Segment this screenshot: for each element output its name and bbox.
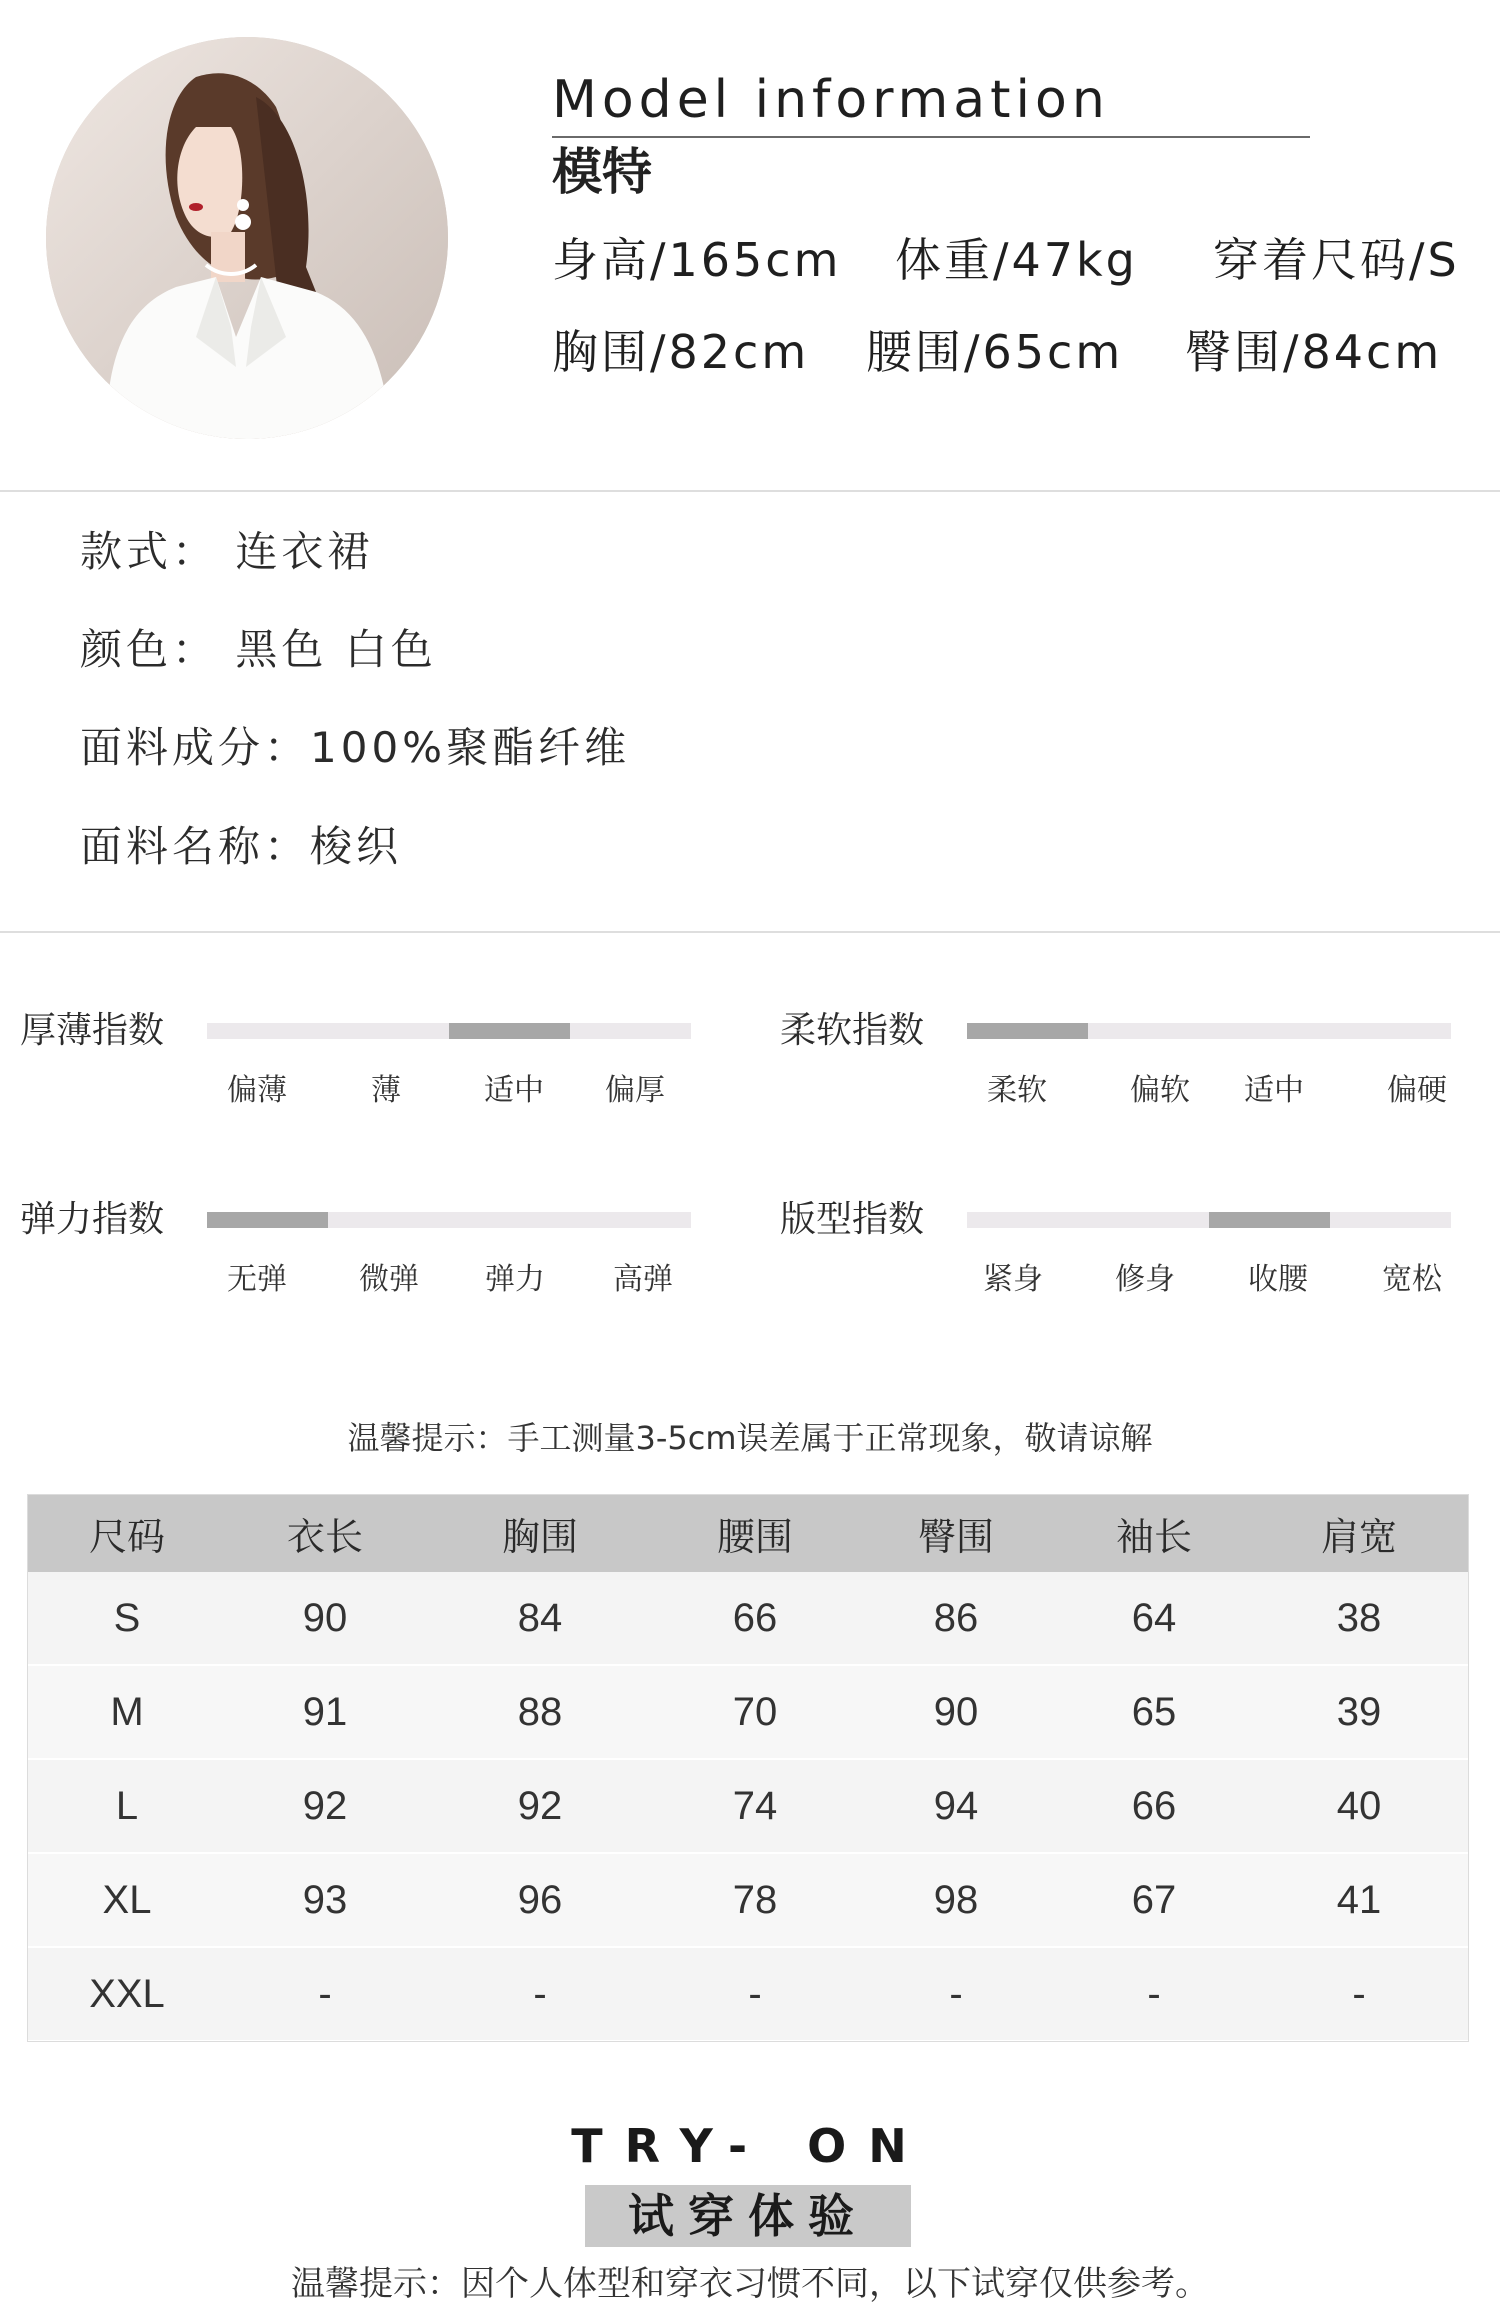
thickness-index-label: 厚薄指数 bbox=[20, 1010, 165, 1051]
model-waist: 腰围/65cm bbox=[866, 325, 1124, 379]
thickness-option: 适中 bbox=[484, 1073, 544, 1108]
tryon-title: TRY- ON bbox=[571, 2119, 929, 2173]
tryon-tip: 温馨提示：因个人体型和穿衣习惯不同，以下试穿仅供参考。 bbox=[291, 2264, 1209, 2304]
table-cell: 39 bbox=[1249, 1665, 1469, 1759]
size-table bbox=[27, 1494, 1469, 2042]
model-bust: 胸围/82cm bbox=[552, 325, 810, 379]
title-underline bbox=[552, 136, 1310, 138]
table-cell: 41 bbox=[1249, 1853, 1469, 1947]
table-cell: 92 bbox=[227, 1759, 423, 1853]
elasticity-option: 无弹 bbox=[227, 1262, 287, 1297]
model-weight: 体重/47kg bbox=[895, 233, 1138, 287]
col-header-shoulder: 肩宽 bbox=[1249, 1494, 1469, 1572]
model-size: 穿着尺码/S bbox=[1213, 233, 1460, 287]
table-row bbox=[27, 1572, 1469, 1665]
elasticity-option: 弹力 bbox=[485, 1262, 545, 1297]
softness-option: 偏软 bbox=[1130, 1073, 1190, 1108]
table-cell: S bbox=[27, 1572, 227, 1665]
table-cell: 67 bbox=[1059, 1853, 1249, 1947]
table-cell: 98 bbox=[853, 1853, 1059, 1947]
elasticity-index-fill bbox=[207, 1212, 328, 1228]
table-cell: 96 bbox=[423, 1853, 657, 1947]
table-row bbox=[27, 1853, 1469, 1947]
table-cell: 94 bbox=[853, 1759, 1059, 1853]
table-cell: 38 bbox=[1249, 1572, 1469, 1665]
col-header-sleeve: 袖长 bbox=[1059, 1494, 1249, 1572]
model-photo bbox=[46, 37, 448, 439]
model-info-title: Model information bbox=[552, 70, 1110, 130]
table-cell: 66 bbox=[1059, 1759, 1249, 1853]
table-row bbox=[27, 1665, 1469, 1759]
table-cell: 65 bbox=[1059, 1665, 1249, 1759]
table-cell: 70 bbox=[657, 1665, 853, 1759]
fit-index-track bbox=[967, 1212, 1451, 1228]
table-cell: 90 bbox=[227, 1572, 423, 1665]
softness-index-fill bbox=[967, 1023, 1088, 1039]
table-cell: XXL bbox=[27, 1947, 227, 2041]
col-header-length: 衣长 bbox=[227, 1494, 423, 1572]
table-cell: 90 bbox=[853, 1665, 1059, 1759]
thickness-option: 偏薄 bbox=[227, 1073, 287, 1108]
model-info-title-cn: 模特 bbox=[552, 143, 652, 201]
table-header-row bbox=[27, 1494, 1469, 1572]
table-cell: - bbox=[853, 1947, 1059, 2041]
measurement-tip: 温馨提示：手工测量3-5cm误差属于正常现象，敬请谅解 bbox=[347, 1419, 1153, 1457]
thickness-index-track bbox=[207, 1023, 691, 1039]
table-row bbox=[27, 1759, 1469, 1853]
product-color: 颜色： 黑色 白色 bbox=[80, 625, 437, 674]
thickness-option: 薄 bbox=[371, 1073, 401, 1108]
table-cell: XL bbox=[27, 1853, 227, 1947]
product-fabric-composition: 面料成分：100%聚酯纤维 bbox=[80, 723, 631, 772]
section-divider bbox=[0, 490, 1500, 492]
table-row bbox=[27, 1947, 1469, 2041]
table-cell: - bbox=[657, 1947, 853, 2041]
table-cell: 74 bbox=[657, 1759, 853, 1853]
model-photo-illustration bbox=[46, 37, 448, 439]
col-header-waist: 腰围 bbox=[657, 1494, 853, 1572]
fit-index-fill bbox=[1209, 1212, 1330, 1228]
col-header-hip: 臀围 bbox=[853, 1494, 1059, 1572]
table-cell: - bbox=[227, 1947, 423, 2041]
table-cell: 93 bbox=[227, 1853, 423, 1947]
table-cell: 64 bbox=[1059, 1572, 1249, 1665]
model-hip: 臀围/84cm bbox=[1185, 325, 1443, 379]
table-cell: 92 bbox=[423, 1759, 657, 1853]
fit-index-label: 版型指数 bbox=[780, 1199, 925, 1240]
elasticity-option: 微弹 bbox=[359, 1262, 419, 1297]
fit-option: 紧身 bbox=[983, 1262, 1043, 1297]
col-header-bust: 胸围 bbox=[423, 1494, 657, 1572]
table-cell: 84 bbox=[423, 1572, 657, 1665]
elasticity-index-label: 弹力指数 bbox=[20, 1199, 165, 1240]
tryon-title-cn: 试穿体验 bbox=[628, 2189, 868, 2243]
product-style: 款式： 连衣裙 bbox=[80, 527, 374, 576]
softness-index-track bbox=[967, 1023, 1451, 1039]
model-height: 身高/165cm bbox=[552, 233, 842, 287]
fit-option: 修身 bbox=[1115, 1262, 1175, 1297]
table-cell: 91 bbox=[227, 1665, 423, 1759]
fit-option: 宽松 bbox=[1382, 1262, 1442, 1297]
product-fabric-name: 面料名称：梭织 bbox=[80, 822, 403, 871]
table-cell: - bbox=[1059, 1947, 1249, 2041]
table-cell: 40 bbox=[1249, 1759, 1469, 1853]
table-cell: 86 bbox=[853, 1572, 1059, 1665]
table-cell: 66 bbox=[657, 1572, 853, 1665]
softness-option: 适中 bbox=[1244, 1073, 1304, 1108]
table-cell: L bbox=[27, 1759, 227, 1853]
thickness-index-fill bbox=[449, 1023, 570, 1039]
softness-option: 偏硬 bbox=[1387, 1073, 1447, 1108]
elasticity-index-track bbox=[207, 1212, 691, 1228]
table-cell: - bbox=[423, 1947, 657, 2041]
section-divider bbox=[0, 931, 1500, 933]
table-cell: 78 bbox=[657, 1853, 853, 1947]
table-cell: M bbox=[27, 1665, 227, 1759]
col-header-size: 尺码 bbox=[27, 1494, 227, 1572]
elasticity-option: 高弹 bbox=[613, 1262, 673, 1297]
softness-index-label: 柔软指数 bbox=[780, 1010, 925, 1051]
softness-option: 柔软 bbox=[987, 1073, 1047, 1108]
table-cell: 88 bbox=[423, 1665, 657, 1759]
fit-option: 收腰 bbox=[1248, 1262, 1308, 1297]
table-cell: - bbox=[1249, 1947, 1469, 2041]
thickness-option: 偏厚 bbox=[605, 1073, 665, 1108]
